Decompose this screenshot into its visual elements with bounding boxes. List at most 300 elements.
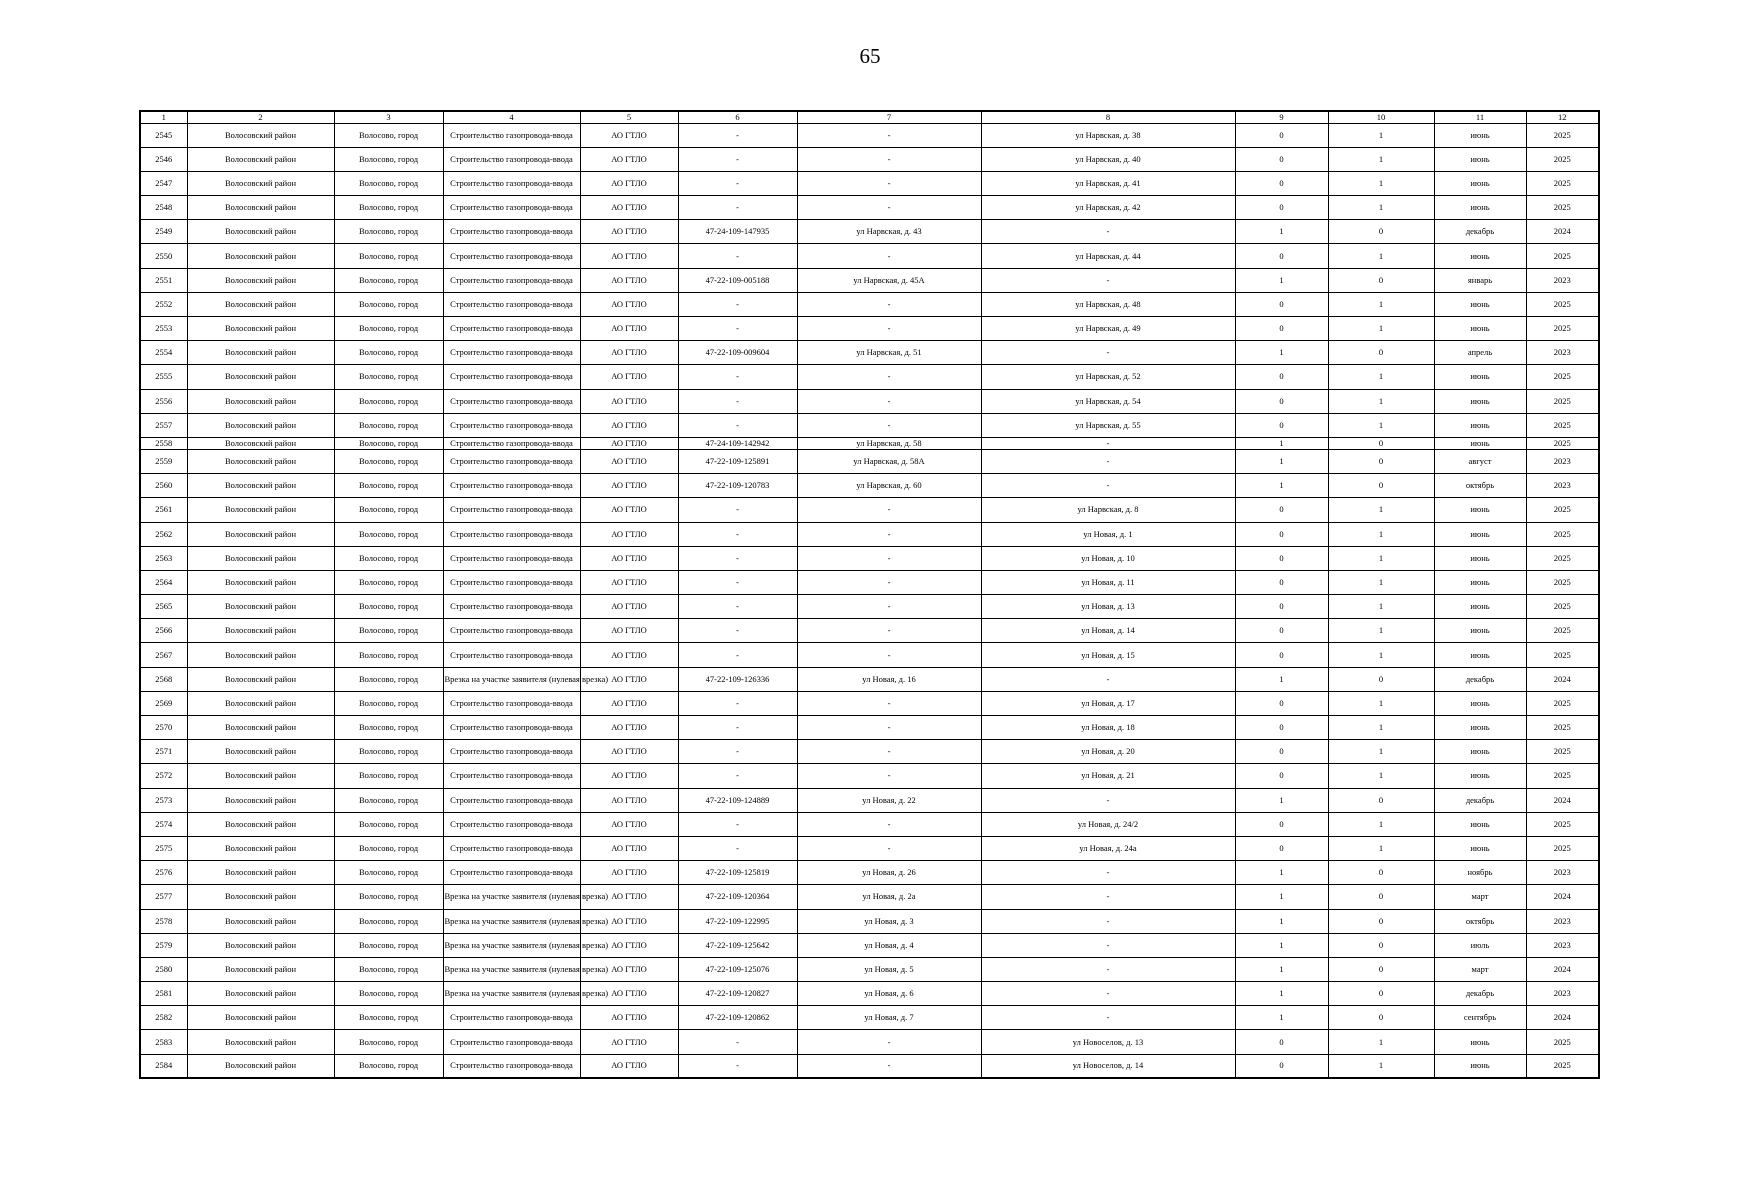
work-type-cell: Строительство газопровода-ввода xyxy=(443,292,580,316)
row-number-cell: 2556 xyxy=(140,389,187,413)
column-10-cell: 1 xyxy=(1328,244,1434,268)
row-number-cell: 2561 xyxy=(140,498,187,522)
column-9-cell: 0 xyxy=(1235,389,1328,413)
year-cell: 2025 xyxy=(1526,691,1599,715)
planned-address-cell: ул Новая, д. 13 xyxy=(981,595,1235,619)
cadastral-number-cell: 47-22-109-122995 xyxy=(678,909,797,933)
cadastral-number-cell: - xyxy=(678,171,797,195)
column-header: 10 xyxy=(1328,111,1434,123)
district-cell: Волосовский район xyxy=(187,885,334,909)
row-number-cell: 2562 xyxy=(140,522,187,546)
table-row xyxy=(140,982,1599,1006)
work-type-cell: Строительство газопровода-ввода xyxy=(443,244,580,268)
existing-address-cell: - xyxy=(797,498,981,522)
district-cell: Волосовский район xyxy=(187,740,334,764)
row-number-cell: 2568 xyxy=(140,667,187,691)
district-cell: Волосовский район xyxy=(187,933,334,957)
settlement-cell: Волосово, город xyxy=(334,171,443,195)
month-cell: июнь xyxy=(1434,498,1526,522)
cadastral-number-cell: 47-22-109-125076 xyxy=(678,957,797,981)
organization-cell: АО ГТЛО xyxy=(580,836,678,860)
row-number-cell: 2573 xyxy=(140,788,187,812)
column-10-cell: 1 xyxy=(1328,147,1434,171)
column-10-cell: 1 xyxy=(1328,498,1434,522)
month-cell: июнь xyxy=(1434,437,1526,449)
existing-address-cell: - xyxy=(797,244,981,268)
district-cell: Волосовский район xyxy=(187,909,334,933)
column-10-cell: 0 xyxy=(1328,220,1434,244)
column-9-cell: 1 xyxy=(1235,341,1328,365)
column-9-cell: 1 xyxy=(1235,667,1328,691)
existing-address-cell: - xyxy=(797,1030,981,1054)
column-9-cell: 0 xyxy=(1235,522,1328,546)
cadastral-number-cell: - xyxy=(678,570,797,594)
column-9-cell: 0 xyxy=(1235,595,1328,619)
row-number-cell: 2577 xyxy=(140,885,187,909)
year-cell: 2023 xyxy=(1526,341,1599,365)
planned-address-cell: ул Новая, д. 10 xyxy=(981,546,1235,570)
table-row xyxy=(140,413,1599,437)
year-cell: 2025 xyxy=(1526,740,1599,764)
column-10-cell: 1 xyxy=(1328,764,1434,788)
year-cell: 2023 xyxy=(1526,909,1599,933)
organization-cell: АО ГТЛО xyxy=(580,764,678,788)
work-type-cell: Строительство газопровода-ввода xyxy=(443,691,580,715)
table-row xyxy=(140,1054,1599,1078)
row-number-cell: 2578 xyxy=(140,909,187,933)
planned-address-cell: - xyxy=(981,788,1235,812)
cadastral-number-cell: - xyxy=(678,244,797,268)
month-cell: июнь xyxy=(1434,716,1526,740)
column-9-cell: 0 xyxy=(1235,812,1328,836)
work-type-cell: Врезка на участке заявителя (нулевая врезка) xyxy=(443,933,580,957)
planned-address-cell: - xyxy=(981,933,1235,957)
settlement-cell: Волосово, город xyxy=(334,317,443,341)
work-type-cell: Строительство газопровода-ввода xyxy=(443,1030,580,1054)
organization-cell: АО ГТЛО xyxy=(580,861,678,885)
planned-address-cell: - xyxy=(981,220,1235,244)
existing-address-cell: ул Нарвская, д. 58А xyxy=(797,449,981,473)
organization-cell: АО ГТЛО xyxy=(580,1006,678,1030)
settlement-cell: Волосово, город xyxy=(334,437,443,449)
district-cell: Волосовский район xyxy=(187,341,334,365)
existing-address-cell: - xyxy=(797,836,981,860)
year-cell: 2025 xyxy=(1526,123,1599,147)
settlement-cell: Волосово, город xyxy=(334,147,443,171)
month-cell: июнь xyxy=(1434,764,1526,788)
district-cell: Волосовский район xyxy=(187,171,334,195)
month-cell: июнь xyxy=(1434,292,1526,316)
cadastral-number-cell: - xyxy=(678,196,797,220)
organization-cell: АО ГТЛО xyxy=(580,691,678,715)
planned-address-cell: ул Новая, д. 1 xyxy=(981,522,1235,546)
cadastral-number-cell: - xyxy=(678,317,797,341)
month-cell: январь xyxy=(1434,268,1526,292)
row-number-cell: 2572 xyxy=(140,764,187,788)
month-cell: июнь xyxy=(1434,365,1526,389)
cadastral-number-cell: - xyxy=(678,764,797,788)
planned-address-cell: - xyxy=(981,268,1235,292)
column-10-cell: 1 xyxy=(1328,317,1434,341)
settlement-cell: Волосово, город xyxy=(334,595,443,619)
existing-address-cell: - xyxy=(797,619,981,643)
cadastral-number-cell: 47-22-109-120862 xyxy=(678,1006,797,1030)
row-number-cell: 2550 xyxy=(140,244,187,268)
year-cell: 2025 xyxy=(1526,546,1599,570)
column-9-cell: 0 xyxy=(1235,147,1328,171)
column-10-cell: 0 xyxy=(1328,861,1434,885)
planned-address-cell: ул Новая, д. 20 xyxy=(981,740,1235,764)
month-cell: июнь xyxy=(1434,643,1526,667)
cadastral-number-cell: 47-22-109-125891 xyxy=(678,449,797,473)
district-cell: Волосовский район xyxy=(187,691,334,715)
organization-cell: АО ГТЛО xyxy=(580,885,678,909)
row-number-cell: 2553 xyxy=(140,317,187,341)
month-cell: июнь xyxy=(1434,691,1526,715)
table-row xyxy=(140,437,1599,449)
planned-address-cell: - xyxy=(981,957,1235,981)
table-row xyxy=(140,498,1599,522)
column-header: 7 xyxy=(797,111,981,123)
planned-address-cell: ул Новоселов, д. 14 xyxy=(981,1054,1235,1078)
cadastral-number-cell: 47-22-109-126336 xyxy=(678,667,797,691)
month-cell: июнь xyxy=(1434,546,1526,570)
planned-address-cell: ул Новая, д. 11 xyxy=(981,570,1235,594)
year-cell: 2024 xyxy=(1526,788,1599,812)
column-10-cell: 1 xyxy=(1328,413,1434,437)
column-10-cell: 1 xyxy=(1328,171,1434,195)
work-type-cell: Строительство газопровода-ввода xyxy=(443,341,580,365)
cadastral-number-cell: - xyxy=(678,292,797,316)
table-row xyxy=(140,292,1599,316)
table-row xyxy=(140,885,1599,909)
column-9-cell: 1 xyxy=(1235,861,1328,885)
organization-cell: АО ГТЛО xyxy=(580,123,678,147)
year-cell: 2025 xyxy=(1526,1030,1599,1054)
work-type-cell: Строительство газопровода-ввода xyxy=(443,788,580,812)
settlement-cell: Волосово, город xyxy=(334,643,443,667)
row-number-cell: 2558 xyxy=(140,437,187,449)
work-type-cell: Строительство газопровода-ввода xyxy=(443,389,580,413)
existing-address-cell: - xyxy=(797,716,981,740)
organization-cell: АО ГТЛО xyxy=(580,413,678,437)
planned-address-cell: ул Нарвская, д. 55 xyxy=(981,413,1235,437)
organization-cell: АО ГТЛО xyxy=(580,196,678,220)
cadastral-number-cell: 47-22-109-120364 xyxy=(678,885,797,909)
settlement-cell: Волосово, город xyxy=(334,982,443,1006)
year-cell: 2023 xyxy=(1526,474,1599,498)
gasification-schedule-table xyxy=(139,110,1600,1079)
year-cell: 2024 xyxy=(1526,220,1599,244)
column-10-cell: 1 xyxy=(1328,522,1434,546)
existing-address-cell: - xyxy=(797,643,981,667)
row-number-cell: 2549 xyxy=(140,220,187,244)
cadastral-number-cell: - xyxy=(678,691,797,715)
organization-cell: АО ГТЛО xyxy=(580,365,678,389)
work-type-cell: Строительство газопровода-ввода xyxy=(443,474,580,498)
settlement-cell: Волосово, город xyxy=(334,1006,443,1030)
column-9-cell: 0 xyxy=(1235,740,1328,764)
cadastral-number-cell: 47-22-109-125819 xyxy=(678,861,797,885)
organization-cell: АО ГТЛО xyxy=(580,643,678,667)
existing-address-cell: ул Новая, д. 6 xyxy=(797,982,981,1006)
cadastral-number-cell: 47-22-109-005188 xyxy=(678,268,797,292)
settlement-cell: Волосово, город xyxy=(334,220,443,244)
row-number-cell: 2583 xyxy=(140,1030,187,1054)
cadastral-number-cell: - xyxy=(678,643,797,667)
table-row xyxy=(140,147,1599,171)
year-cell: 2025 xyxy=(1526,764,1599,788)
column-9-cell: 1 xyxy=(1235,885,1328,909)
work-type-cell: Строительство газопровода-ввода xyxy=(443,764,580,788)
district-cell: Волосовский район xyxy=(187,522,334,546)
column-header: 2 xyxy=(187,111,334,123)
column-10-cell: 0 xyxy=(1328,788,1434,812)
district-cell: Волосовский район xyxy=(187,317,334,341)
table-row xyxy=(140,449,1599,473)
existing-address-cell: - xyxy=(797,292,981,316)
month-cell: июнь xyxy=(1434,740,1526,764)
work-type-cell: Строительство газопровода-ввода xyxy=(443,716,580,740)
column-9-cell: 0 xyxy=(1235,123,1328,147)
column-9-cell: 0 xyxy=(1235,1030,1328,1054)
existing-address-cell: ул Нарвская, д. 60 xyxy=(797,474,981,498)
existing-address-cell: - xyxy=(797,812,981,836)
table-row xyxy=(140,667,1599,691)
district-cell: Волосовский район xyxy=(187,437,334,449)
district-cell: Волосовский район xyxy=(187,1054,334,1078)
month-cell: июнь xyxy=(1434,317,1526,341)
row-number-cell: 2579 xyxy=(140,933,187,957)
settlement-cell: Волосово, город xyxy=(334,474,443,498)
cadastral-number-cell: 47-24-109-147935 xyxy=(678,220,797,244)
table-row xyxy=(140,474,1599,498)
planned-address-cell: ул Новая, д. 24а xyxy=(981,836,1235,860)
column-10-cell: 0 xyxy=(1328,268,1434,292)
cadastral-number-cell: - xyxy=(678,740,797,764)
column-10-cell: 1 xyxy=(1328,546,1434,570)
year-cell: 2025 xyxy=(1526,570,1599,594)
table-row xyxy=(140,171,1599,195)
year-cell: 2023 xyxy=(1526,861,1599,885)
column-10-cell: 1 xyxy=(1328,1054,1434,1078)
work-type-cell: Строительство газопровода-ввода xyxy=(443,147,580,171)
table-row xyxy=(140,546,1599,570)
cadastral-number-cell: - xyxy=(678,389,797,413)
table-row xyxy=(140,317,1599,341)
page-number: 65 xyxy=(859,44,881,68)
table-row xyxy=(140,365,1599,389)
settlement-cell: Волосово, город xyxy=(334,933,443,957)
district-cell: Волосовский район xyxy=(187,546,334,570)
month-cell: декабрь xyxy=(1434,220,1526,244)
month-cell: октябрь xyxy=(1434,909,1526,933)
month-cell: ноябрь xyxy=(1434,861,1526,885)
settlement-cell: Волосово, город xyxy=(334,123,443,147)
planned-address-cell: - xyxy=(981,909,1235,933)
row-number-cell: 2554 xyxy=(140,341,187,365)
row-number-cell: 2563 xyxy=(140,546,187,570)
organization-cell: АО ГТЛО xyxy=(580,317,678,341)
column-10-cell: 1 xyxy=(1328,691,1434,715)
existing-address-cell: ул Нарвская, д. 58 xyxy=(797,437,981,449)
cadastral-number-cell: - xyxy=(678,147,797,171)
column-header: 8 xyxy=(981,111,1235,123)
cadastral-number-cell: - xyxy=(678,413,797,437)
work-type-cell: Строительство газопровода-ввода xyxy=(443,449,580,473)
planned-address-cell: ул Новая, д. 15 xyxy=(981,643,1235,667)
settlement-cell: Волосово, город xyxy=(334,570,443,594)
work-type-cell: Врезка на участке заявителя (нулевая врезка) xyxy=(443,885,580,909)
column-9-cell: 1 xyxy=(1235,220,1328,244)
district-cell: Волосовский район xyxy=(187,123,334,147)
existing-address-cell: - xyxy=(797,570,981,594)
column-9-cell: 1 xyxy=(1235,449,1328,473)
work-type-cell: Строительство газопровода-ввода xyxy=(443,1006,580,1030)
table-row xyxy=(140,595,1599,619)
cadastral-number-cell: 47-22-109-125642 xyxy=(678,933,797,957)
district-cell: Волосовский район xyxy=(187,595,334,619)
table-row xyxy=(140,220,1599,244)
year-cell: 2025 xyxy=(1526,413,1599,437)
column-header: 5 xyxy=(580,111,678,123)
district-cell: Волосовский район xyxy=(187,643,334,667)
settlement-cell: Волосово, город xyxy=(334,365,443,389)
cadastral-number-cell: 47-24-109-142942 xyxy=(678,437,797,449)
table-row xyxy=(140,788,1599,812)
existing-address-cell: - xyxy=(797,764,981,788)
work-type-cell: Строительство газопровода-ввода xyxy=(443,861,580,885)
settlement-cell: Волосово, город xyxy=(334,268,443,292)
column-9-cell: 0 xyxy=(1235,413,1328,437)
existing-address-cell: ул Нарвская, д. 45А xyxy=(797,268,981,292)
column-10-cell: 0 xyxy=(1328,909,1434,933)
month-cell: апрель xyxy=(1434,341,1526,365)
district-cell: Волосовский район xyxy=(187,244,334,268)
planned-address-cell: - xyxy=(981,449,1235,473)
column-9-cell: 0 xyxy=(1235,764,1328,788)
year-cell: 2025 xyxy=(1526,595,1599,619)
column-10-cell: 0 xyxy=(1328,341,1434,365)
existing-address-cell: - xyxy=(797,365,981,389)
column-header: 4 xyxy=(443,111,580,123)
month-cell: июль xyxy=(1434,933,1526,957)
row-number-cell: 2567 xyxy=(140,643,187,667)
month-cell: июнь xyxy=(1434,595,1526,619)
table-row xyxy=(140,740,1599,764)
cadastral-number-cell: 47-22-109-009604 xyxy=(678,341,797,365)
column-9-cell: 0 xyxy=(1235,244,1328,268)
work-type-cell: Строительство газопровода-ввода xyxy=(443,220,580,244)
table-row xyxy=(140,909,1599,933)
column-10-cell: 1 xyxy=(1328,123,1434,147)
district-cell: Волосовский район xyxy=(187,389,334,413)
column-header: 3 xyxy=(334,111,443,123)
existing-address-cell: - xyxy=(797,171,981,195)
row-number-cell: 2565 xyxy=(140,595,187,619)
organization-cell: АО ГТЛО xyxy=(580,522,678,546)
planned-address-cell: - xyxy=(981,861,1235,885)
district-cell: Волосовский район xyxy=(187,196,334,220)
column-9-cell: 0 xyxy=(1235,498,1328,522)
row-number-cell: 2576 xyxy=(140,861,187,885)
existing-address-cell: ул Новая, д. 22 xyxy=(797,788,981,812)
column-9-cell: 0 xyxy=(1235,317,1328,341)
existing-address-cell: ул Новая, д. 16 xyxy=(797,667,981,691)
year-cell: 2025 xyxy=(1526,171,1599,195)
work-type-cell: Строительство газопровода-ввода xyxy=(443,365,580,389)
planned-address-cell: ул Нарвская, д. 48 xyxy=(981,292,1235,316)
settlement-cell: Волосово, город xyxy=(334,413,443,437)
district-cell: Волосовский район xyxy=(187,1006,334,1030)
table-row xyxy=(140,836,1599,860)
year-cell: 2025 xyxy=(1526,812,1599,836)
column-10-cell: 0 xyxy=(1328,982,1434,1006)
column-10-cell: 1 xyxy=(1328,389,1434,413)
organization-cell: АО ГТЛО xyxy=(580,449,678,473)
settlement-cell: Волосово, город xyxy=(334,1054,443,1078)
work-type-cell: Строительство газопровода-ввода xyxy=(443,268,580,292)
organization-cell: АО ГТЛО xyxy=(580,437,678,449)
table-row xyxy=(140,341,1599,365)
existing-address-cell: ул Нарвская, д. 43 xyxy=(797,220,981,244)
column-9-cell: 0 xyxy=(1235,546,1328,570)
existing-address-cell: ул Новая, д. 2а xyxy=(797,885,981,909)
settlement-cell: Волосово, город xyxy=(334,909,443,933)
cadastral-number-cell: - xyxy=(678,619,797,643)
organization-cell: АО ГТЛО xyxy=(580,933,678,957)
column-10-cell: 1 xyxy=(1328,196,1434,220)
year-cell: 2024 xyxy=(1526,667,1599,691)
row-number-cell: 2559 xyxy=(140,449,187,473)
row-number-cell: 2582 xyxy=(140,1006,187,1030)
work-type-cell: Строительство газопровода-ввода xyxy=(443,437,580,449)
settlement-cell: Волосово, город xyxy=(334,691,443,715)
planned-address-cell: ул Нарвская, д. 40 xyxy=(981,147,1235,171)
table-row xyxy=(140,691,1599,715)
settlement-cell: Волосово, город xyxy=(334,244,443,268)
month-cell: июнь xyxy=(1434,619,1526,643)
month-cell: март xyxy=(1434,957,1526,981)
settlement-cell: Волосово, город xyxy=(334,546,443,570)
month-cell: июнь xyxy=(1434,196,1526,220)
month-cell: июнь xyxy=(1434,147,1526,171)
column-10-cell: 0 xyxy=(1328,474,1434,498)
year-cell: 2025 xyxy=(1526,389,1599,413)
column-10-cell: 0 xyxy=(1328,933,1434,957)
column-10-cell: 0 xyxy=(1328,667,1434,691)
planned-address-cell: - xyxy=(981,1006,1235,1030)
work-type-cell: Врезка на участке заявителя (нулевая врезка) xyxy=(443,957,580,981)
month-cell: июнь xyxy=(1434,812,1526,836)
organization-cell: АО ГТЛО xyxy=(580,498,678,522)
settlement-cell: Волосово, город xyxy=(334,1030,443,1054)
table-row xyxy=(140,619,1599,643)
table-row xyxy=(140,1006,1599,1030)
district-cell: Волосовский район xyxy=(187,413,334,437)
planned-address-cell: - xyxy=(981,341,1235,365)
existing-address-cell: - xyxy=(797,389,981,413)
planned-address-cell: - xyxy=(981,667,1235,691)
row-number-cell: 2569 xyxy=(140,691,187,715)
settlement-cell: Волосово, город xyxy=(334,740,443,764)
work-type-cell: Строительство газопровода-ввода xyxy=(443,619,580,643)
row-number-cell: 2570 xyxy=(140,716,187,740)
district-cell: Волосовский район xyxy=(187,292,334,316)
table-row xyxy=(140,268,1599,292)
row-number-cell: 2545 xyxy=(140,123,187,147)
planned-address-cell: ул Нарвская, д. 42 xyxy=(981,196,1235,220)
